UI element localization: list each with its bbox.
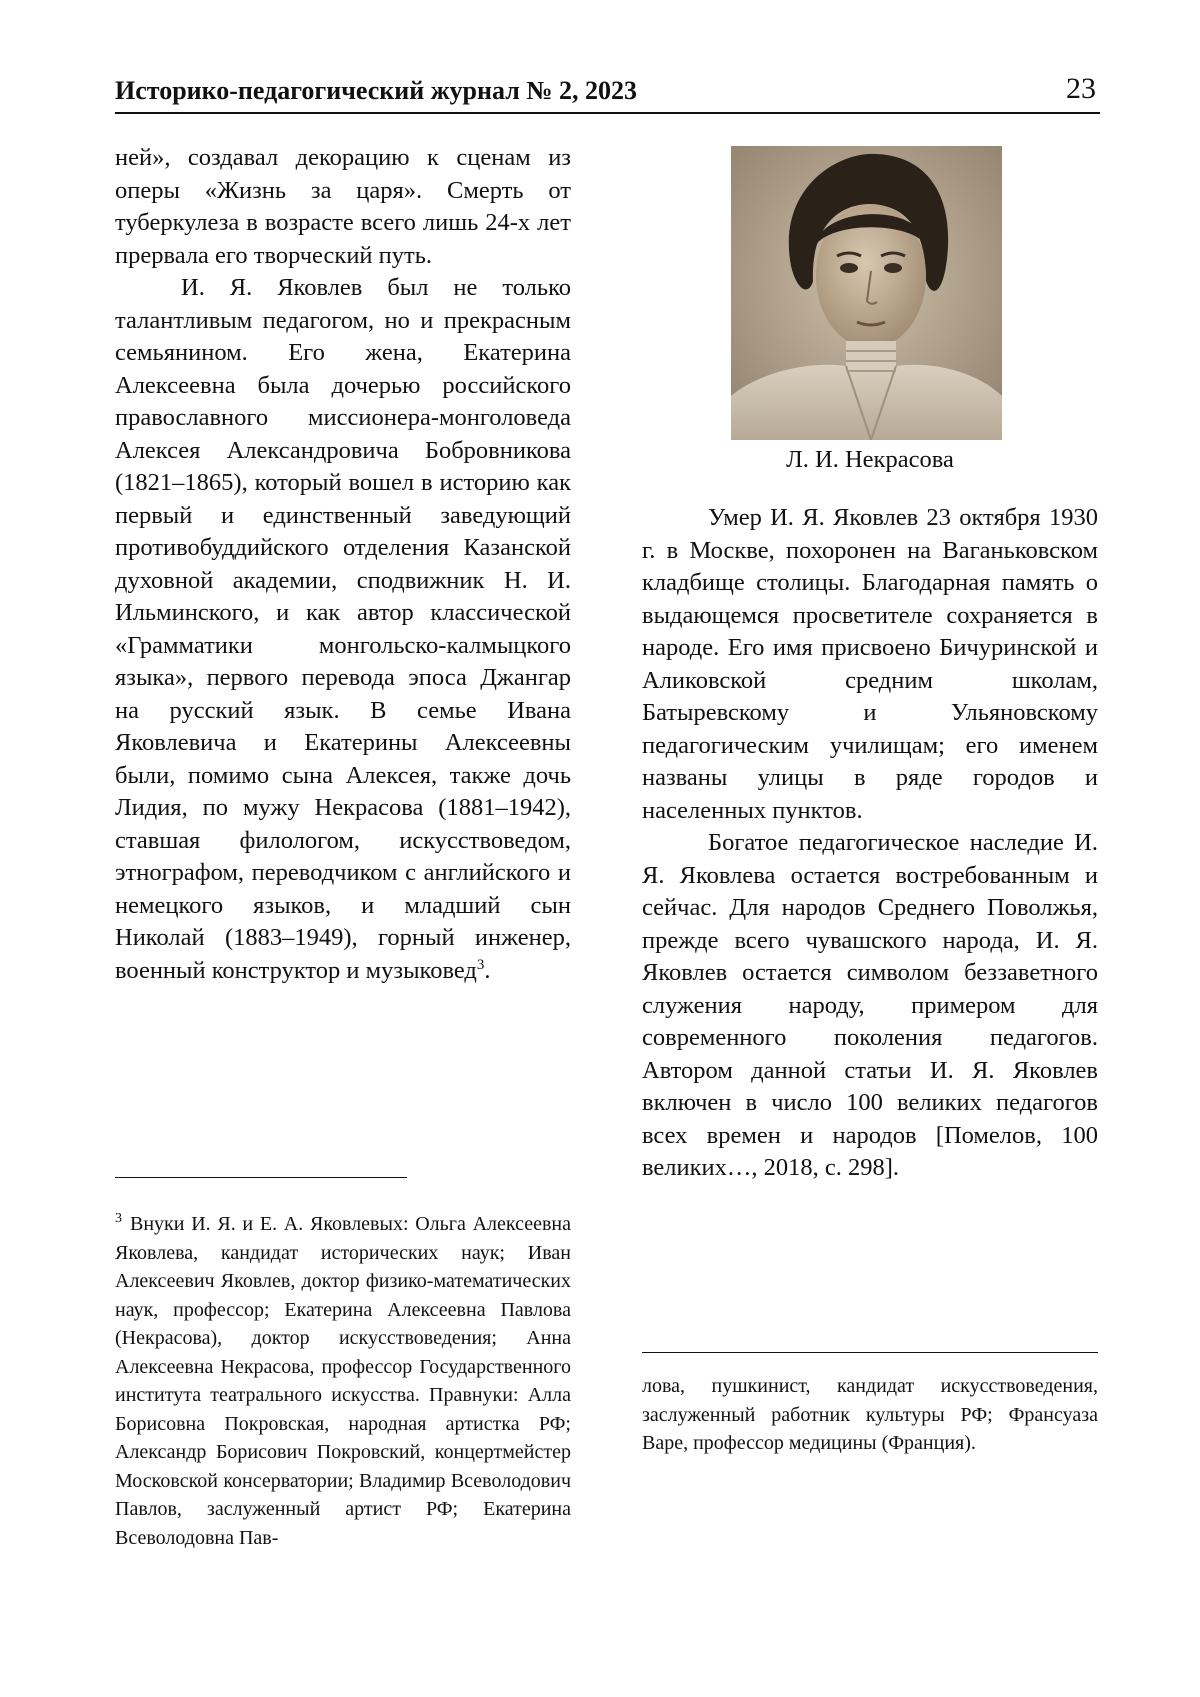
footnote-3-continued <box>642 1372 1098 1458</box>
left-column <box>115 142 571 987</box>
footnote-3 <box>115 1205 571 1552</box>
right-paragraph-2: Богатое педагогическое наследие И. Я. Яковлева остается востребованным и сейчас. Для народов Среднего Поволжья, прежде всего чувашского народа, И. Я. Яковлев остается символом беззаветного служения народу, примером для современного поколения педагогов. Автором данной статьи И. Я. Яковлев включен в число 100 великих педагогов всех времен и народов [Помелов, 100 великих…, 2018, с. 298]. <box>642 829 1098 1181</box>
left-paragraph-2 <box>115 272 571 987</box>
footnote-text-part-1: Внуки И. Я. и Е. А. Яковлевых: Ольга Алексеевна Яковлева, кандидат исторических наук; Иван Алексеевич Яковлев, доктор физико-математических наук, профессор; Екатерина Алексеевна Павлова (Некрасова), доктор искусствоведения; Анна Алексеевна Некрасова, профессор Государственного института театрального искусства. Правнуки: Алла Борисовна Покровская, народная артистка РФ; Александр Борисович Покровский, концертмейстер Московской консерватории; Владимир Всеволодович Павлов, заслуженный артист РФ; Екатерина Всеволодовна Пав- <box>115 1213 571 1549</box>
portrait-photo <box>731 146 1002 440</box>
page-number: 23 <box>1066 72 1096 105</box>
right-paragraph-1: Умер И. Я. Яковлев 23 октября 1930 г. в Москве, похоронен на Ваганьковском кладбище столицы. Благодарная память о выдающемся просветителе сохраняется в народе. Его имя присвоено Бичуринской и Аликовской средним школам, Батыревскому и Ульяновскому педагогическим училищам; его именем названы улицы в ряде городов и населенных пунктов. <box>642 504 1098 824</box>
photo-caption: Л. И. Некрасова <box>786 446 954 473</box>
footnote-separator-continued <box>642 1352 1098 1353</box>
left-paragraph-2-end: . <box>484 956 491 984</box>
left-paragraph-2-text: И. Я. Яковлев был не только талантливым педагогом, но и прекрасным семьянином. Его жена, Екатерина Алексеевна была дочерью российского православного миссионера-монголоведа Алексея Александровича Бобровникова (1821–1865), который вошел в историю как первый и единственный заведующий противобуддийского отделения Казанской духовной академии, сподвижник Н. И. Ильминского, и как автор классической «Грамматики монгольско-калмыцкого языка», первого перевода эпоса Джангар на русский язык. В семье Ивана Яковлевича и Екатерины Алексеевны были, помимо сына Алексея, также дочь Лидия, по мужу Некрасова (1881–1942), ставшая филологом, искусствоведом, этнографом, переводчиком с английского и немецкого языков, и младший сын Николай (1883–1949), горный инженер, военный конструктор и музыковед <box>115 274 571 984</box>
portrait-illustration <box>731 146 1002 440</box>
journal-title: Историко-педагогический журнал № 2, 2023 <box>115 76 637 105</box>
footnote-mark: 3 <box>115 1211 122 1226</box>
left-paragraph-1: ней», создавал декорацию к сценам из оперы «Жизнь за царя». Смерть от туберкулеза в возрасте всего лишь 24-х лет прервала его творческий путь. <box>115 144 571 269</box>
footnote-reference[interactable]: 3 <box>476 956 485 973</box>
footnote-text-part-2: лова, пушкинист, кандидат искусствоведения, заслуженный работник культуры РФ; Франсуаза Варе, профессор медицины (Франция). <box>642 1375 1098 1454</box>
footnote-separator <box>115 1177 407 1178</box>
right-column <box>642 502 1098 1185</box>
page-header <box>115 72 1100 114</box>
